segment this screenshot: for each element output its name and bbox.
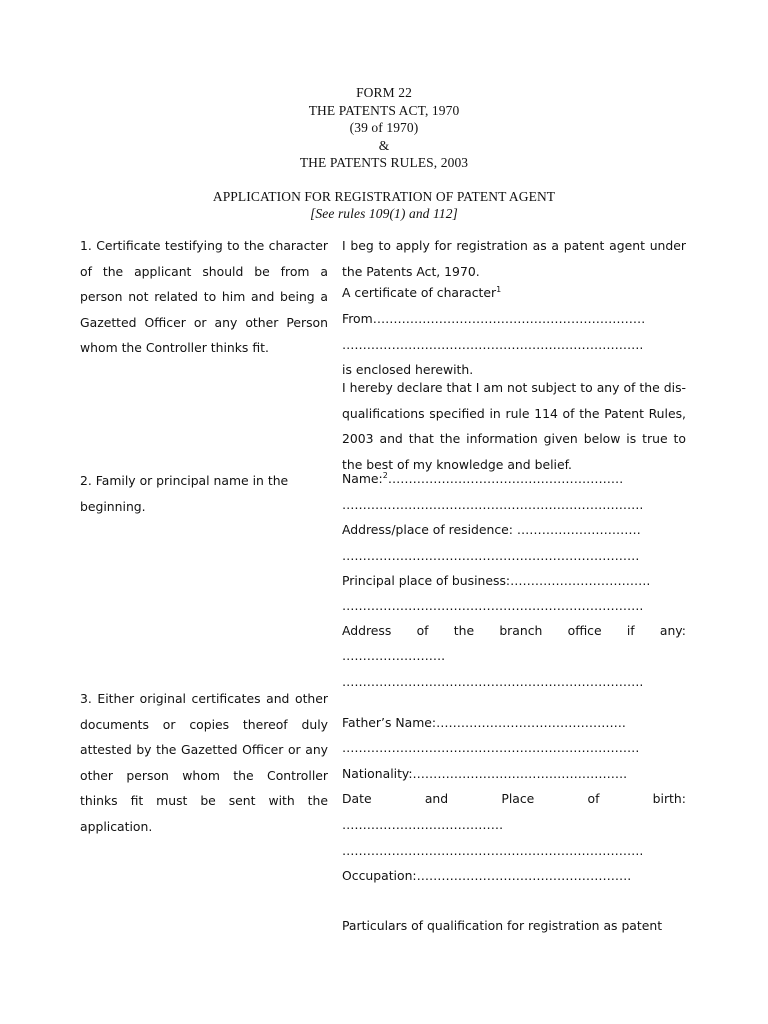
name-label: Name:	[342, 471, 383, 486]
certificate-line	[342, 285, 686, 300]
name-dots: …………………………………………………	[387, 471, 624, 486]
branch-word: if	[626, 623, 635, 638]
principal-business-continued[interactable]: ……………………………………………………………….	[342, 598, 644, 613]
act-number: (39 of 1970)	[349, 120, 419, 135]
date-place-birth-continued[interactable]: ……………………………………………………………….	[342, 843, 644, 858]
dob-word: and	[424, 791, 449, 806]
application-title: APPLICATION FOR REGISTRATION OF PATENT AGENT	[212, 188, 556, 204]
dob-word: Place	[501, 791, 535, 806]
branch-word: branch	[499, 623, 543, 638]
from-field-continued[interactable]: ……………………………………………………………….	[342, 337, 644, 352]
occupation-field[interactable]: Occupation:…………………………………………….	[342, 868, 632, 883]
branch-office-field[interactable]: …………………….	[342, 648, 446, 663]
certificate-label: A certificate of character	[342, 285, 497, 300]
date-place-birth-field[interactable]: …………………………………	[342, 817, 504, 832]
form-header	[0, 84, 768, 223]
form-number: FORM 22	[356, 85, 412, 100]
ampersand: &	[378, 137, 390, 153]
branch-office-line	[342, 623, 686, 638]
note-1: 1. Certificate testifying to the character of the applicant should be from a person not related to him and being a Gazetted Officer or any other Person whom the Controller thinks fit.	[80, 238, 328, 355]
from-field[interactable]: From…………………………………………………………	[342, 311, 646, 326]
see-rules: [See rules 109(1) and 112]	[310, 206, 458, 221]
rules-title: THE PATENTS RULES, 2003	[299, 155, 469, 170]
declaration-text: I hereby declare that I am not subject to any of the dis-qualifications specified in rule 114 of the Patent Rules, 2003 and that the information given below is true to the best of my knowledge and belief.	[342, 380, 686, 472]
footnote-2: 2	[382, 471, 388, 480]
branch-word: Address	[342, 623, 392, 638]
branch-word: office	[567, 623, 602, 638]
father-name-field[interactable]: Father’s Name:……………………………………….	[342, 715, 626, 730]
footnote-1: 1	[496, 285, 502, 294]
intro-text: I beg to apply for registration as a patent agent under the Patents Act, 1970.	[342, 238, 686, 279]
principal-business-field[interactable]: Principal place of business:…………………………….	[342, 573, 651, 588]
dob-word: birth:	[652, 791, 686, 806]
father-name-continued[interactable]: ………………………………………………………………	[342, 740, 640, 755]
address-residence-field[interactable]: Address/place of residence: …………………………	[342, 522, 641, 537]
nationality-field[interactable]: Nationality:…………………………………………….	[342, 766, 628, 781]
branch-word: the	[453, 623, 475, 638]
dob-word: Date	[342, 791, 372, 806]
branch-office-continued[interactable]: ……………………………………………………………….	[342, 674, 644, 689]
particulars-heading: Particulars of qualification for registration as patent	[342, 918, 663, 933]
branch-word: any:	[659, 623, 686, 638]
name-field[interactable]	[342, 471, 686, 486]
note-3: 3. Either original certificates and other documents or copies thereof duly attested by the Gazetted Officer or any other person whom the Controller thinks fit must be sent with the application.	[80, 691, 328, 834]
dob-word: of	[587, 791, 600, 806]
date-place-birth-line	[342, 791, 686, 806]
name-field-continued[interactable]: ……………………………………………………………….	[342, 497, 644, 512]
note-2: 2. Family or principal name in the beginning.	[80, 473, 289, 514]
branch-word: of	[416, 623, 429, 638]
act-title: THE PATENTS ACT, 1970	[308, 102, 460, 118]
address-residence-continued[interactable]: ………………………………………………………………	[342, 548, 640, 563]
enclosed-text: is enclosed herewith.	[342, 362, 474, 377]
